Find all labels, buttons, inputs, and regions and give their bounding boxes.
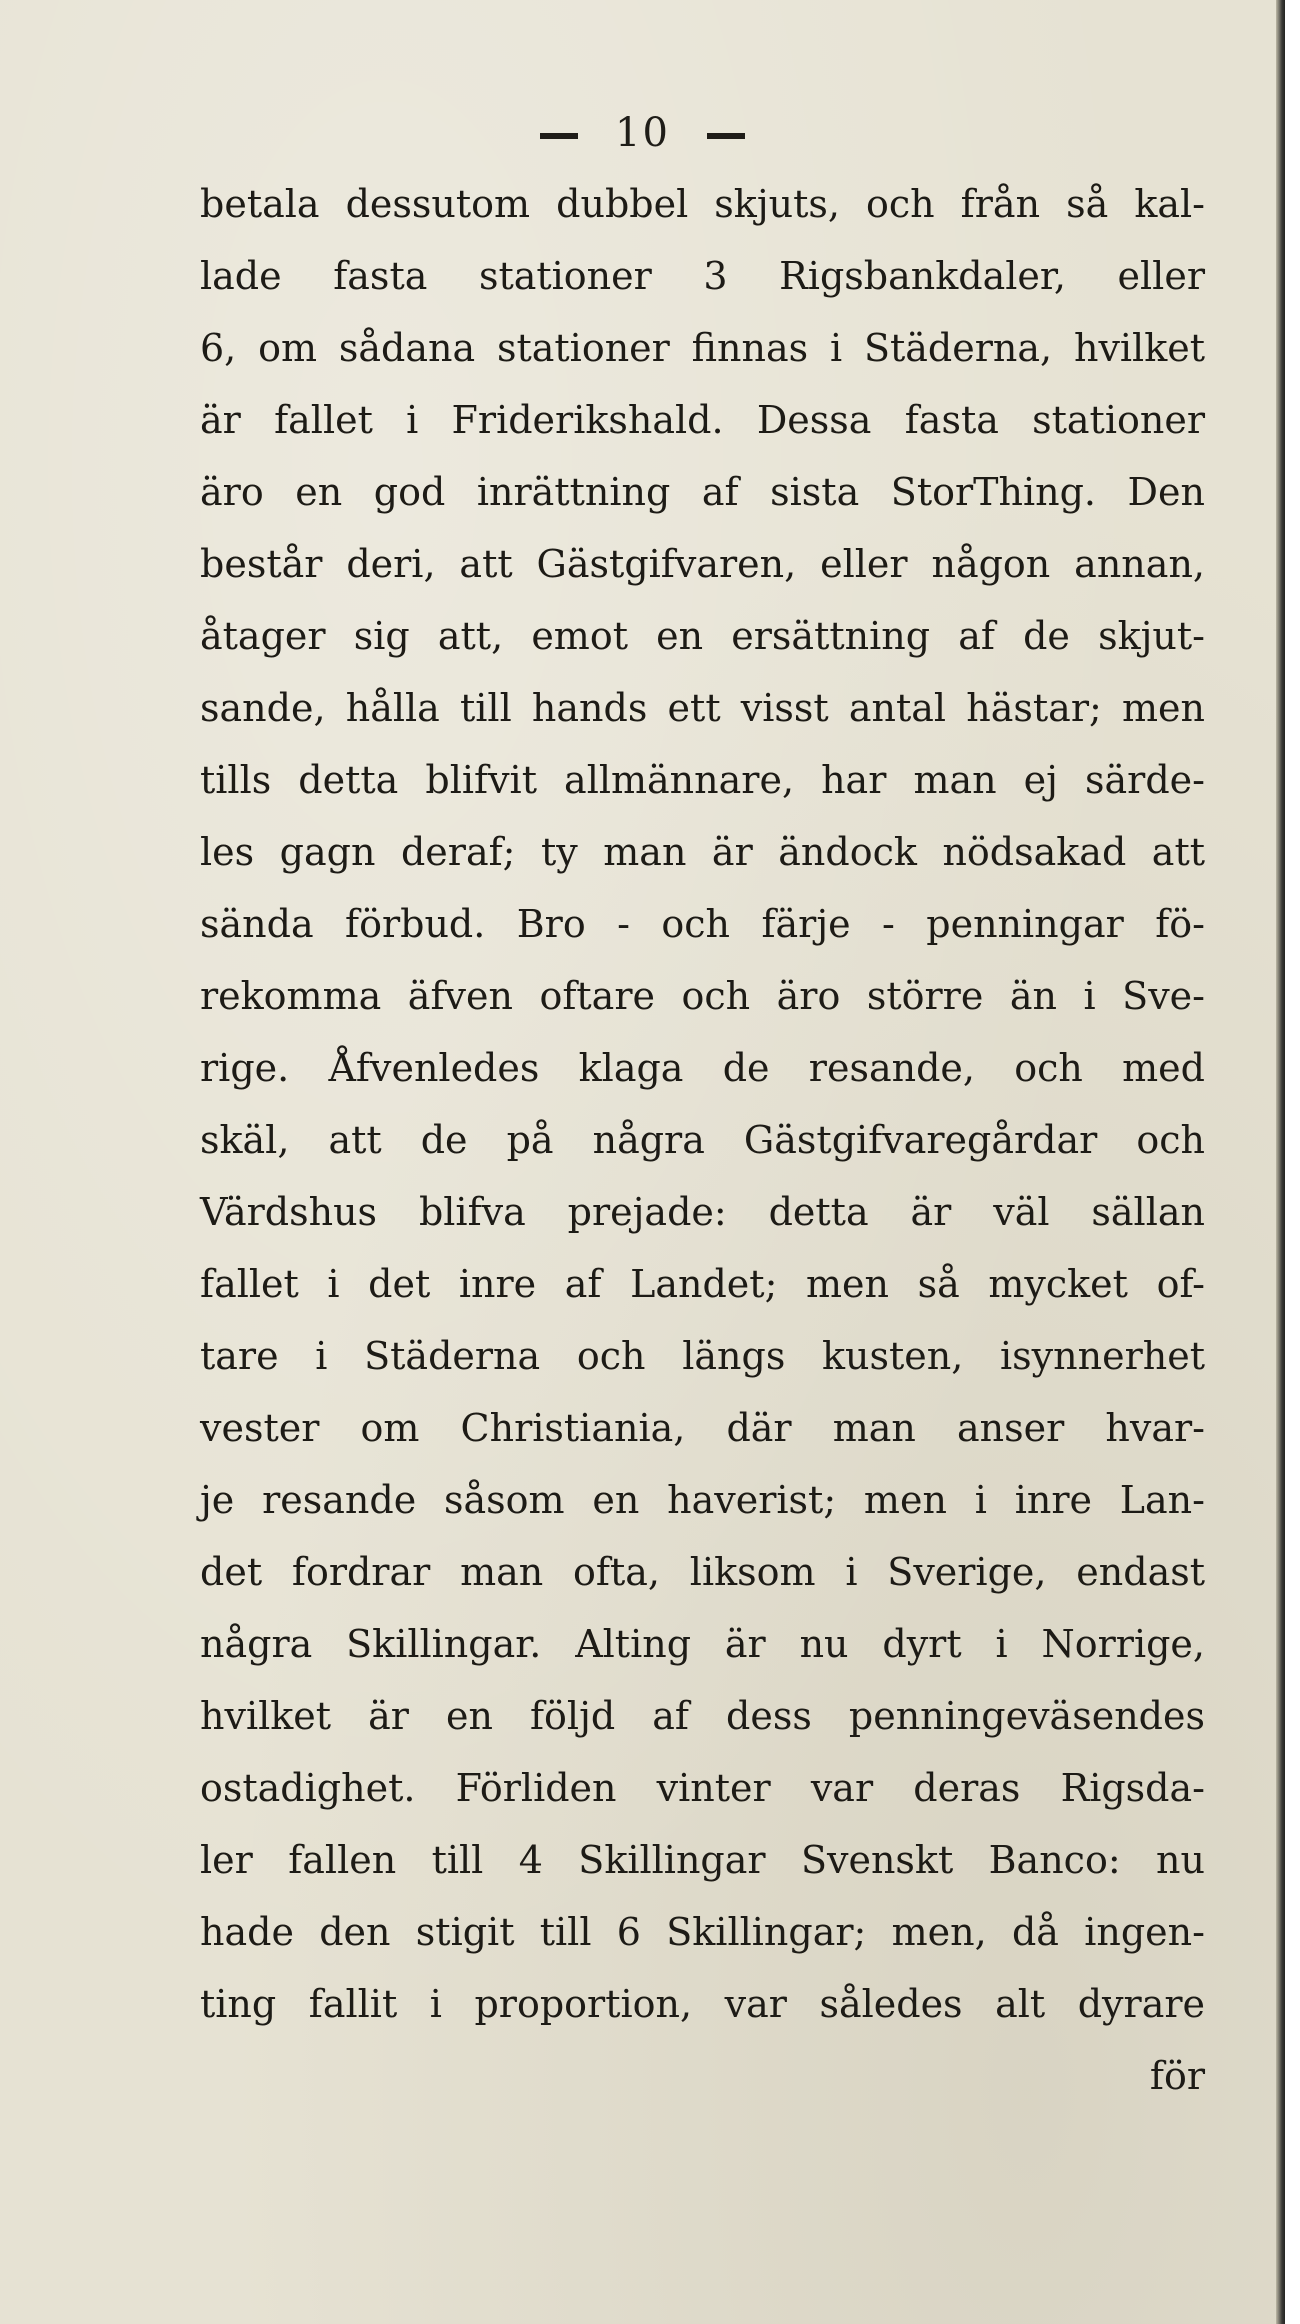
- text-line: åtager sig att, emot en ersättning af de skjut-: [200, 614, 1205, 658]
- text-line: fallet i det inre af Landet; men så mycket of-: [200, 1262, 1205, 1306]
- text-line: sande, hålla till hands ett visst antal hästar; men: [200, 686, 1205, 730]
- text-line: Värdshus blifva prejade: detta är väl sällan: [200, 1190, 1205, 1234]
- catchword: för: [1149, 2054, 1205, 2098]
- text-line: skäl, att de på några Gästgifvaregårdar och: [200, 1118, 1205, 1162]
- text-line: je resande såsom en haverist; men i inre Lan-: [200, 1478, 1205, 1522]
- text-line: hade den stigit till 6 Skillingar; men, då ingen-: [200, 1910, 1205, 1954]
- text-line: ostadighet. Förliden vinter var deras Rigsda-: [200, 1766, 1205, 1810]
- text-line: ler fallen till 4 Skillingar Svenskt Banco: nu: [200, 1838, 1205, 1882]
- page-edge-shadow: [1276, 0, 1285, 2324]
- text-line: hvilket är en följd af dess penningeväsendes: [200, 1694, 1205, 1738]
- text-line: det fordrar man ofta, liksom i Sverige, endast: [200, 1550, 1205, 1594]
- text-line: rekomma äfven oftare och äro större än i Sve-: [200, 974, 1205, 1018]
- text-line: ting fallit i proportion, var således alt dyrare: [200, 1982, 1205, 2026]
- text-line: tare i Städerna och längs kusten, isynnerhet: [200, 1334, 1205, 1378]
- text-line: rige. Åfvenledes klaga de resande, och med: [200, 1046, 1205, 1090]
- text-line: tills detta blifvit allmännare, har man ej särde-: [200, 758, 1205, 802]
- page-number: 10: [615, 110, 670, 156]
- text-line: betala dessutom dubbel skjuts, och från så kal-: [200, 182, 1205, 226]
- page-header: [0, 110, 1285, 156]
- header-dash-right: [707, 133, 745, 139]
- body-text: [200, 168, 1205, 2112]
- text-line: är fallet i Friderikshald. Dessa fasta stationer: [200, 398, 1205, 442]
- text-line: några Skillingar. Alting är nu dyrt i Norrige,: [200, 1622, 1205, 1666]
- text-line: 6, om sådana stationer finnas i Städerna, hvilket: [200, 326, 1205, 370]
- text-line: äro en god inrättning af sista StorThing. Den: [200, 470, 1205, 514]
- text-line: består deri, att Gästgifvaren, eller någon annan,: [200, 542, 1205, 586]
- text-line: les gagn deraf; ty man är ändock nödsakad att: [200, 830, 1205, 874]
- text-line: lade fasta stationer 3 Rigsbankdaler, eller: [200, 254, 1205, 298]
- text-line: vester om Christiania, där man anser hvar-: [200, 1406, 1205, 1450]
- header-dash-left: [540, 133, 578, 139]
- text-line: sända förbud. Bro - och färje - penningar fö-: [200, 902, 1205, 946]
